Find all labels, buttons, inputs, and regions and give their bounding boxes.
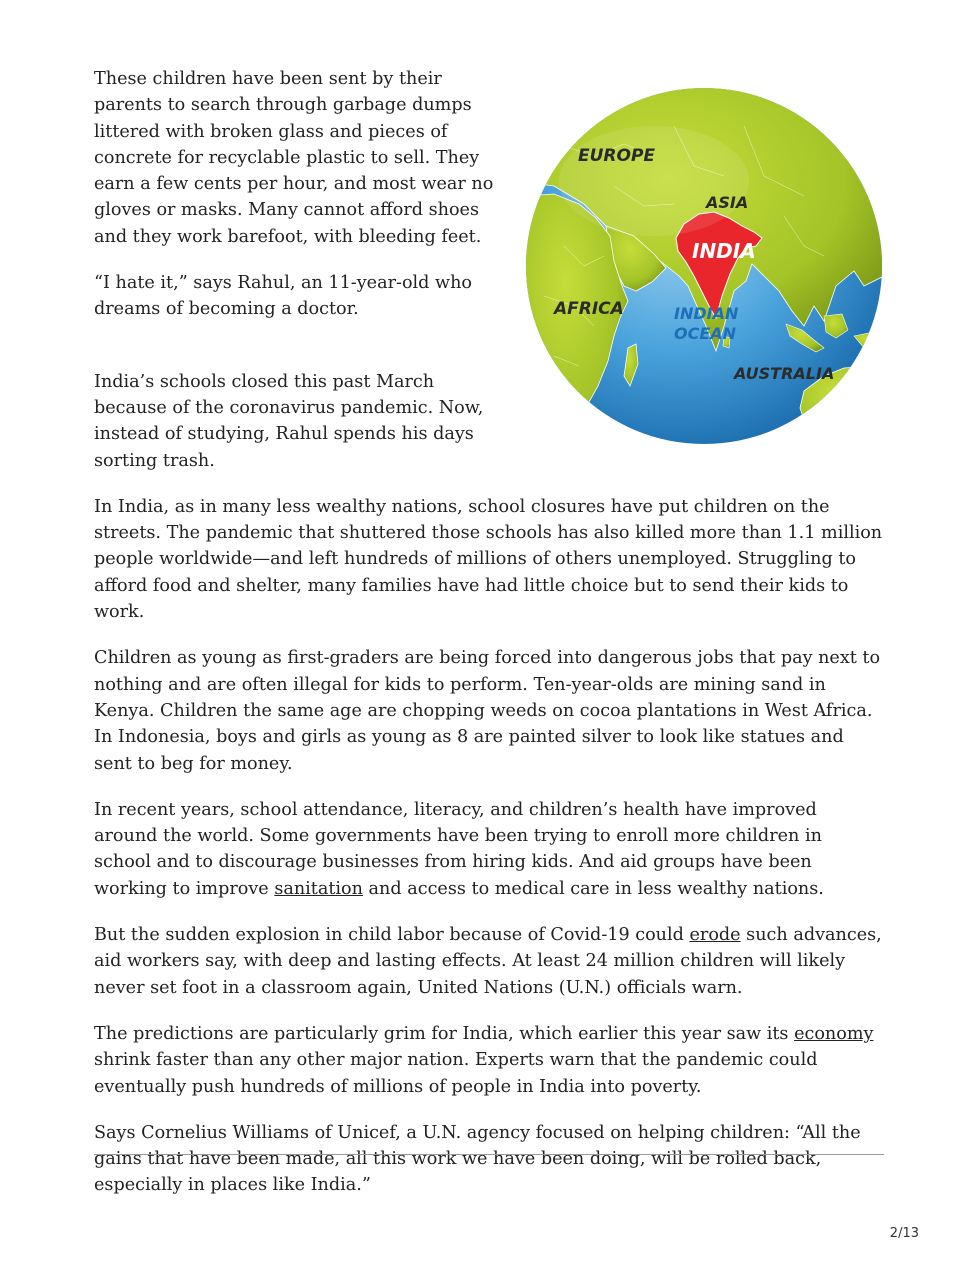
label-africa: AFRICA (554, 299, 624, 319)
section-divider (94, 1154, 884, 1155)
page-number: 2/13 (889, 1226, 919, 1241)
paragraph-school-closures: In India, as in many less wealthy nations, school closures have put children on the streets. The pandemic that shuttered those schools has also killed more than 1.1 million people worldwide—and left hundreds of millions of others unemployed. Struggling to afford food and shelter, many families have had little choice but to send their kids to work. (94, 496, 883, 623)
paragraph-unicef-quote: Says Cornelius Williams of Unicef, a U.N. agency focused on helping children: “All the gains that have been made, all this work we have been doing, will be rolled back, especially in places like India.” (94, 1122, 861, 1196)
intro-text-column (94, 66, 494, 474)
paragraph-rahul-quote: “I hate it,” says Rahul, an 11-year-old who dreams of becoming a doctor. (94, 273, 472, 320)
text-segment: But the sudden explosion in child labor because of Covid-19 could (94, 925, 690, 946)
label-indian-ocean-line1: INDIAN (674, 304, 739, 323)
economy-link[interactable]: economy (794, 1023, 874, 1044)
erode-link[interactable]: erode (689, 925, 741, 946)
globe-sheen (559, 126, 749, 236)
label-europe: EUROPE (578, 146, 656, 166)
label-india: INDIA (692, 239, 756, 263)
label-australia: AUSTRALIA (734, 364, 835, 383)
sanitation-link[interactable]: sanitation (274, 878, 363, 899)
paragraph-child-labor-explosion (94, 922, 884, 1001)
globe-map (524, 86, 884, 446)
text-segment: shrink faster than any other major nation. Experts warn that the pandemic could eventually push hundreds of millions of people in India into poverty. (94, 1050, 818, 1097)
paragraph-recent-years (94, 797, 884, 902)
label-indian-ocean-line2: OCEAN (674, 324, 737, 343)
text-segment: The predictions are particularly grim for India, which earlier this year saw its (94, 1023, 795, 1044)
paragraph-dangerous-jobs: Children as young as first-graders are being forced into dangerous jobs that pay next to nothing and are often illegal for kids to perform. Ten-year-olds are mining sand in Kenya. Children the same age are chopping weeds on cocoa plantations in West Africa. In Indonesia, boys and girls as young as 8 are painted silver to look like statues and sent to beg for money. (94, 648, 881, 774)
text-segment: such advances, aid workers say, with deep and lasting effects. At least 24 million children will likely never set foot in a classroom again, United Nations (U.N.) officials warn. (94, 925, 882, 998)
paragraph-india-predictions (94, 1021, 884, 1100)
label-asia: ASIA (706, 193, 749, 212)
paragraph-garbage-dumps: These children have been sent by their parents to search through garbage dumps littered with broken glass and pieces of concrete for recyclable plastic to sell. They earn a few cents per hour, and most wear no gloves or masks. Many cannot afford shoes and they work barefoot, with bleeding feet. (94, 69, 494, 247)
globe-map-image (524, 86, 884, 446)
text-segment: and access to medical care in less wealthy nations. (362, 878, 824, 899)
text-segment: In recent years, school attendance, literacy, and children’s health have improved around the world. Some governments have been trying to enroll more children in school and to discourage businesses from hiring kids. And aid groups have been working to improve (94, 799, 822, 899)
paragraph-schools-closed: India’s schools closed this past March because of the coronavirus pandemic. Now, instead of studying, Rahul spends his days sorting trash. (94, 371, 484, 471)
